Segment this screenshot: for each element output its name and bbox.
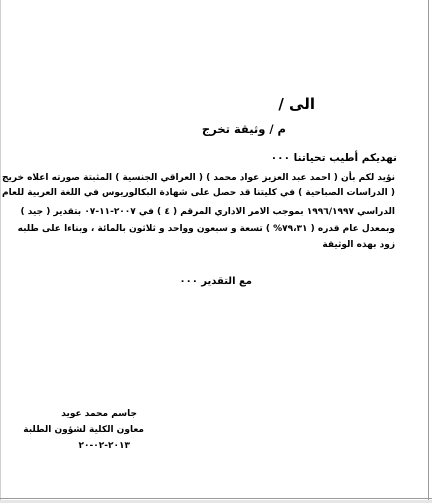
body-line-3: الدراسي ١٩٩٦/١٩٩٧ بموجب الامر الاداري المرقم ( ٤ ) في ٢٠٠٧-١١-٠٧ بتقدير ( جيد ) [20, 207, 395, 217]
body-line-2: ( الدراسات الصباحية ) في كليتنا قد حصل على شهادة البكالوريوس في اللغة العربية للعام [2, 188, 395, 198]
scan-edge-right [428, 0, 429, 503]
signatory-name: جاسم محمد عويد [61, 409, 137, 419]
body-line-4: وبمعدل عام قدره ( ٧٩،٣١% ) تسعة و سبعون وواحد و ثلاثون بالمائة ، وبناءا على طلبه [17, 224, 395, 234]
closing-line: مع التقدير ٠٠٠ [179, 276, 252, 287]
greeting-line: نهديكم أطيب تحياتنا ٠٠٠ [270, 152, 397, 164]
subject-line: م / وثيقة تخرج [201, 122, 286, 136]
recipient-heading: الى / [278, 95, 315, 113]
signature-date: ٢٠١٣-٠٢-٢٠ [78, 441, 130, 451]
scan-edge-bottom [0, 498, 432, 499]
body-line-5: زود بهذه الوثيقة [322, 240, 395, 250]
signatory-title: معاون الكلية لشؤون الطلبة [23, 425, 144, 435]
scan-edge-left [0, 0, 1, 503]
body-line-1: نؤيد لكم بأن ( احمد عبد العزيز عواد محمد ) ( العراقي الجنسية ) المثبتة صورته اعلاه خريج [2, 173, 395, 183]
